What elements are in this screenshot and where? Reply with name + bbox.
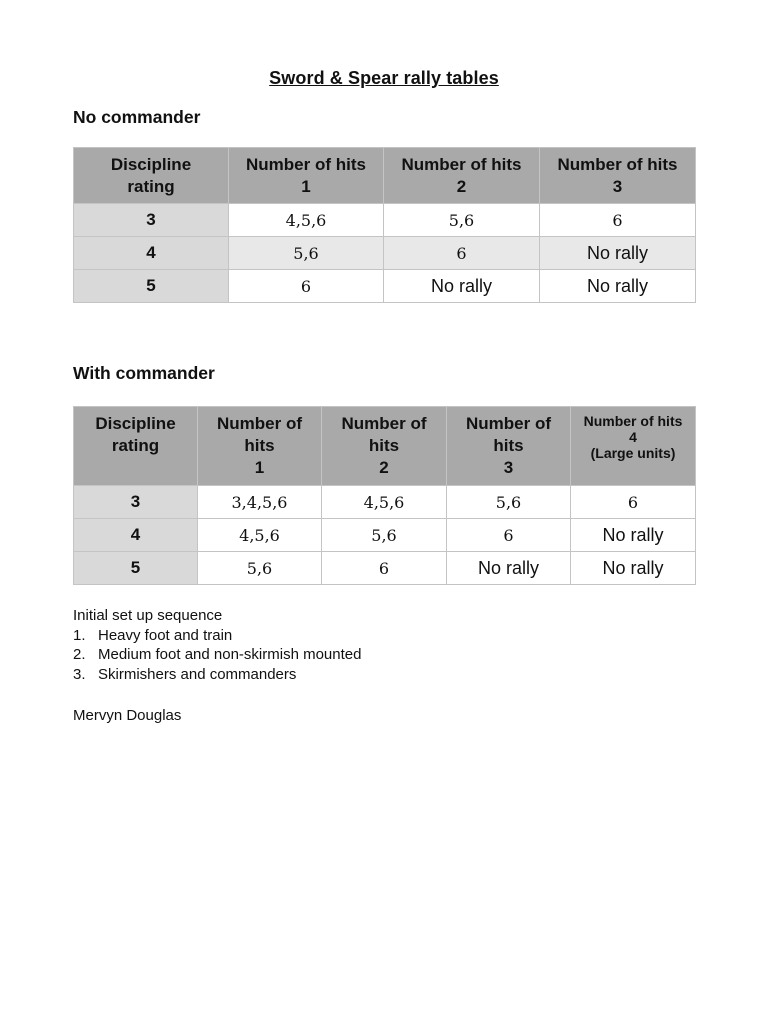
author-name: Mervyn Douglas — [73, 707, 182, 724]
header-hits-3 — [447, 407, 571, 486]
with-commander-table — [73, 406, 696, 585]
page-title: Sword & Spear rally tables — [269, 68, 499, 88]
header-line: rating — [111, 436, 160, 455]
header-hits-4-large-units — [571, 407, 696, 486]
table-cell: 5,6 — [447, 486, 571, 519]
table-cell: No rally — [540, 237, 696, 270]
header-line: hits — [368, 436, 400, 455]
table-cell: 6 — [447, 519, 571, 552]
setup-sequence — [73, 606, 361, 684]
header-hits-2 — [322, 407, 447, 486]
header-line: hits — [244, 436, 275, 455]
header-line: (Large units) — [590, 445, 676, 461]
list-item-text: Medium foot and non-skirmish mounted — [98, 646, 362, 663]
header-line: Number of hits — [246, 154, 366, 174]
header-line: 2 — [379, 458, 389, 477]
rating-cell: 5 — [74, 270, 229, 303]
table-cell: 5,6 — [198, 552, 322, 585]
table-cell: No rally — [540, 270, 696, 303]
list-marker: 3. — [73, 665, 86, 683]
header-line: 3 — [612, 176, 623, 196]
no-commander-heading: No commander — [73, 107, 201, 127]
header-line: Number of hits — [583, 413, 683, 429]
table-row — [74, 237, 696, 270]
header-hits-1 — [198, 407, 322, 486]
table-cell: 6 — [229, 270, 384, 303]
header-line: 3 — [503, 458, 514, 477]
header-hits-2 — [384, 148, 540, 204]
header-row — [74, 148, 696, 204]
header-line: Number of — [466, 414, 551, 433]
header-line: Number of — [217, 414, 302, 433]
header-hits-1 — [229, 148, 384, 204]
table-cell: 4,5,6 — [198, 519, 322, 552]
table-cell: No rally — [571, 519, 696, 552]
setup-list — [73, 626, 361, 685]
header-row — [74, 407, 696, 486]
header-line: 1 — [301, 176, 311, 196]
list-item-text: Heavy foot and train — [98, 626, 233, 644]
with-commander-heading: With commander — [73, 363, 215, 383]
header-discipline-rating — [74, 148, 229, 204]
table-cell: 3,4,5,6 — [198, 486, 322, 519]
table-cell: 6 — [571, 486, 696, 519]
list-item — [73, 665, 361, 685]
no-commander-table — [73, 147, 696, 303]
table-cell: 4,5,6 — [322, 486, 447, 519]
header-line: rating — [127, 176, 175, 196]
header-line: 4 — [629, 429, 637, 445]
rating-cell: 3 — [74, 204, 229, 237]
table-cell: No rally — [447, 552, 571, 585]
list-marker: 2. — [73, 646, 86, 663]
table-cell: 6 — [540, 204, 696, 237]
header-line: Number of hits — [401, 154, 522, 174]
table-cell: No rally — [571, 552, 696, 585]
header-hits-3 — [540, 148, 696, 204]
setup-heading: Initial set up sequence — [73, 607, 223, 624]
table-row — [74, 519, 696, 552]
list-item — [73, 645, 361, 665]
list-item — [73, 626, 361, 646]
table-cell: 6 — [322, 552, 447, 585]
table-cell: No rally — [384, 270, 540, 303]
list-marker: 1. — [73, 626, 86, 644]
header-line: Number of hits — [557, 154, 678, 174]
list-item-text: Skirmishers and commanders — [98, 665, 297, 683]
header-line: Discipline — [95, 414, 176, 433]
table-cell: 6 — [384, 237, 540, 270]
rating-cell: 5 — [74, 552, 198, 585]
table-cell: 4,5,6 — [229, 204, 384, 237]
table-cell: 5,6 — [229, 237, 384, 270]
rating-cell: 4 — [74, 237, 229, 270]
rating-cell: 3 — [74, 486, 198, 519]
table-cell: 5,6 — [322, 519, 447, 552]
table-row — [74, 204, 696, 237]
table-row — [74, 270, 696, 303]
header-line: 2 — [456, 176, 467, 196]
header-line: hits — [493, 436, 524, 455]
table-row — [74, 552, 696, 585]
header-discipline-rating — [74, 407, 198, 486]
table-row — [74, 486, 696, 519]
header-line: 1 — [254, 458, 265, 477]
header-line: Discipline — [110, 154, 192, 174]
table-cell: 5,6 — [384, 204, 540, 237]
header-line: Number of — [341, 414, 427, 433]
rating-cell: 4 — [74, 519, 198, 552]
